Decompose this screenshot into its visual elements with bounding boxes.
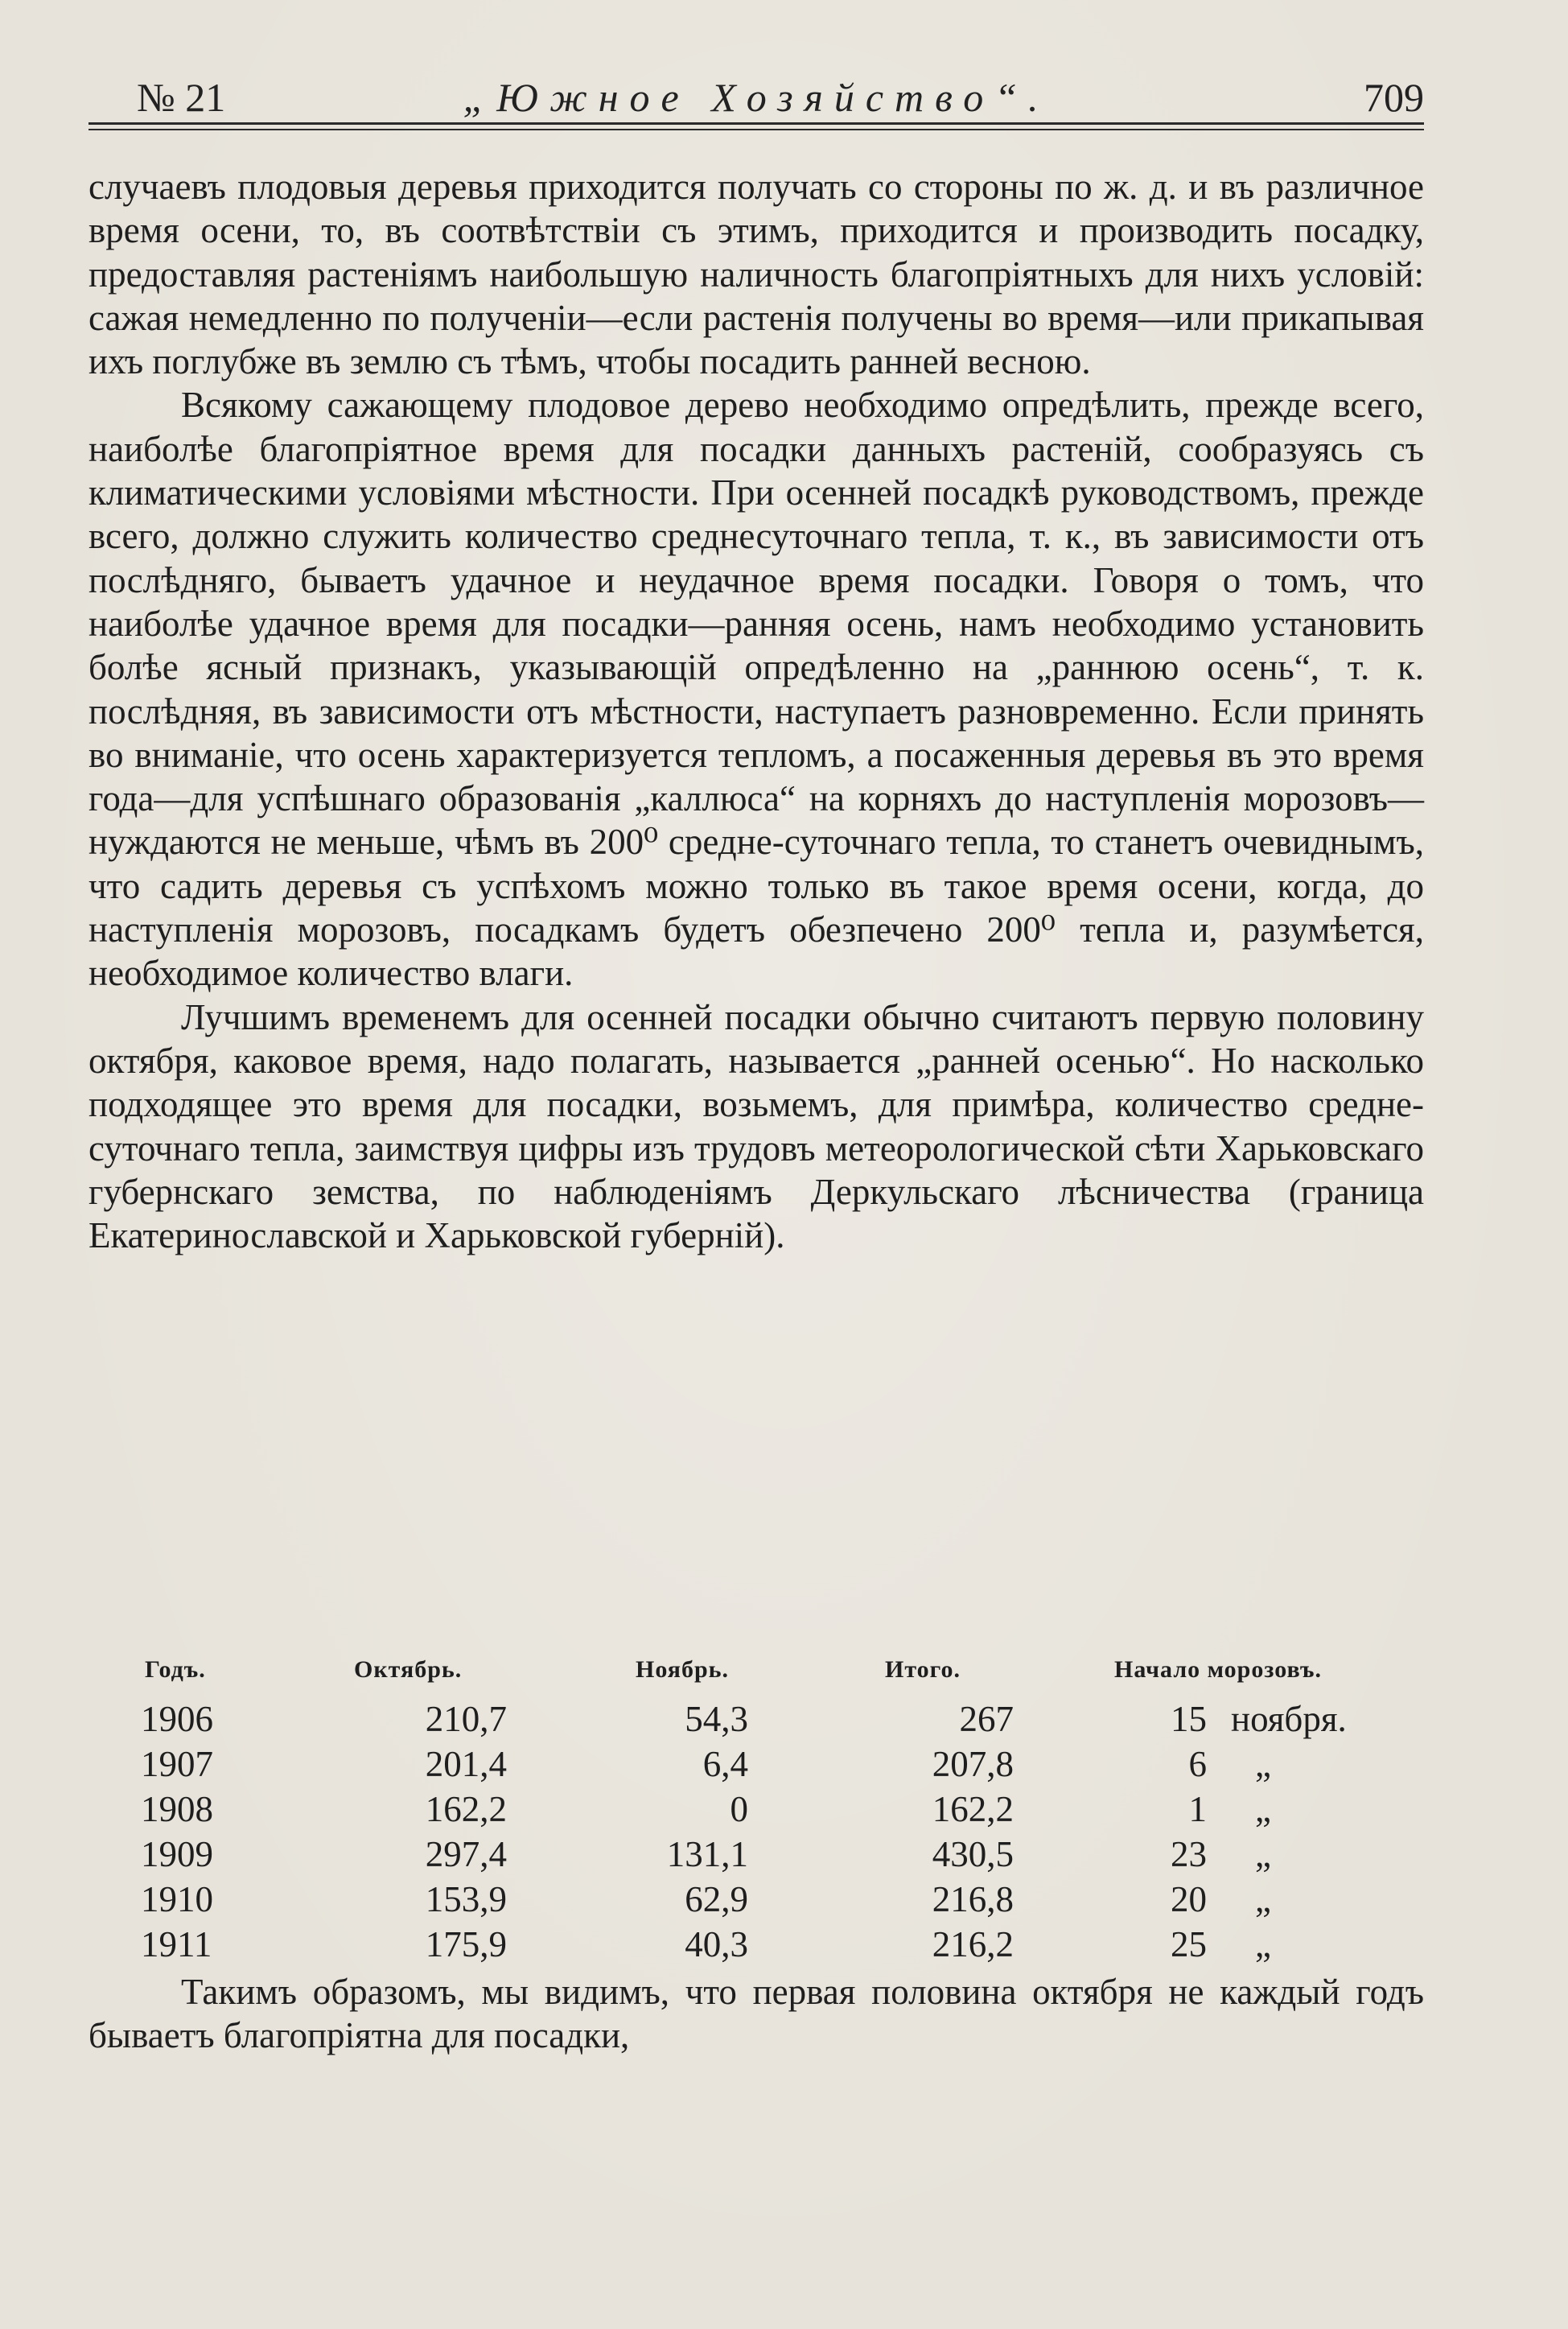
cell-frost-day: 6	[1188, 1744, 1207, 1784]
table-row	[88, 1833, 1424, 1878]
cell-october: 297,4	[425, 1834, 507, 1874]
cell-frost-month: „	[1255, 1834, 1271, 1874]
cell-total: 430,5	[932, 1834, 1014, 1874]
table-row	[88, 1878, 1424, 1923]
cell-frost-month: „	[1255, 1879, 1271, 1919]
column-header-year: Годъ.	[145, 1656, 206, 1683]
cell-total: 207,8	[932, 1744, 1014, 1784]
cell-frost-month: ноября.	[1231, 1699, 1347, 1739]
closing-text: Такимъ образомъ, мы видимъ, что первая половина октября не каждый годъ бываетъ благопріятна для посадки,	[88, 1972, 1424, 2055]
table-row	[88, 1923, 1424, 1968]
paragraph-1: случаевъ плодовыя деревья приходится получать со стороны по ж. д. и въ различное время осени, то, въ соотвѣтствіи съ этимъ, приходится и производить посадку, предоставляя растеніямъ наибольшую наличность благопріятныхъ для нихъ условій: сажая немедленно по полученіи—если растенія получены во время—или прикапывая ихъ поглубже въ землю съ тѣмъ, чтобы посадить ранней весною.	[88, 167, 1424, 382]
cell-october: 175,9	[425, 1924, 507, 1964]
cell-november: 54,3	[685, 1699, 748, 1739]
journal-title: „Южное Хозяйство“.	[463, 75, 1050, 120]
cell-year: 1906	[141, 1699, 213, 1739]
column-header-total: Итого.	[885, 1656, 961, 1683]
cell-frost-month: „	[1255, 1789, 1271, 1829]
cell-october: 210,7	[425, 1699, 507, 1739]
table-row	[88, 1698, 1424, 1743]
cell-november: 131,1	[666, 1834, 748, 1874]
issue-number: № 21	[137, 75, 226, 120]
table-header	[88, 1656, 1424, 1698]
closing-paragraph	[88, 1970, 1424, 2057]
cell-year: 1910	[141, 1879, 213, 1919]
cell-frost-month: „	[1255, 1744, 1271, 1784]
column-header-october: Октябрь.	[354, 1656, 463, 1683]
cell-october: 201,4	[425, 1744, 507, 1784]
page-number: 709	[1364, 75, 1424, 120]
cell-frost-day: 25	[1171, 1924, 1207, 1964]
cell-frost-day: 23	[1171, 1834, 1207, 1874]
table-row	[88, 1788, 1424, 1833]
header-rule-top	[88, 122, 1424, 125]
cell-october: 162,2	[425, 1789, 507, 1829]
column-header-frost-start: Начало морозовъ.	[1114, 1656, 1322, 1683]
cell-total: 216,2	[932, 1924, 1014, 1964]
article-body	[88, 165, 1424, 1257]
cell-november: 6,4	[702, 1744, 748, 1784]
cell-year: 1908	[141, 1789, 213, 1829]
cell-frost-day: 15	[1171, 1699, 1207, 1739]
cell-frost-day: 20	[1171, 1879, 1207, 1919]
column-header-november: Ноябрь.	[636, 1656, 730, 1683]
cell-november: 62,9	[685, 1879, 748, 1919]
paragraph-3: Лучшимъ временемъ для осенней посадки обычно считаютъ первую половину октября, каковое время, надо полагать, называется „ранней осенью“. Но насколько подходящее это время для посадки, возьмемъ, для примѣра, количество средне-суточнаго тепла, заимствуя цифры изъ трудовъ метеорологической сѣти Харьковскаго губернскаго земства, по наблюденіямъ Деркульскаго лѣсничества (граница Екатеринославской и Харьковской губерній).	[88, 996, 1424, 1256]
header-rule-bottom	[88, 129, 1424, 130]
cell-total: 267	[959, 1699, 1014, 1739]
cell-frost-month: „	[1255, 1924, 1271, 1964]
cell-year: 1909	[141, 1834, 213, 1874]
cell-total: 216,8	[932, 1879, 1014, 1919]
temperature-table	[88, 1656, 1424, 1968]
cell-november: 40,3	[685, 1924, 748, 1964]
cell-october: 153,9	[425, 1879, 507, 1919]
cell-year: 1911	[141, 1924, 212, 1964]
cell-frost-day: 1	[1188, 1789, 1207, 1829]
cell-november: 0	[730, 1789, 748, 1829]
paragraph-2: Всякому сажающему плодовое дерево необходимо опредѣлить, прежде всего, наиболѣе благопріятное время для посадки данныхъ растеній, сообразуясь съ климатическими условіями мѣстности. При осенней посадкѣ руководствомъ, прежде всего, должно служить количество среднесуточнаго тепла, т. к., въ зависимости отъ послѣдняго, бываетъ удачное и неудачное время посадки. Говоря о томъ, что наиболѣе удачное время для посадки—ранняя осень, намъ необходимо установить болѣе ясный признакъ, указывающій опредѣленно на „раннюю осень“, т. к. послѣдняя, въ зависимости отъ мѣстности, наступаетъ разновременно. Если принять во вниманіе, что осень характеризуется тепломъ, а посаженныя деревья въ это время года—для успѣшнаго образованія „каллюса“ на корняхъ до наступленія морозовъ—нуждаются не меньше, чѣмъ въ 200⁰ средне-суточнаго тепла, то станетъ очевиднымъ, что садить деревья съ успѣхомъ можно только въ такое время осени, когда, до наступленія морозовъ, посадкамъ будетъ обезпечено 200⁰ тепла и, разумѣется, необходимое количество влаги.	[88, 385, 1424, 994]
table-row	[88, 1743, 1424, 1788]
cell-total: 162,2	[932, 1789, 1014, 1829]
cell-year: 1907	[141, 1744, 213, 1784]
